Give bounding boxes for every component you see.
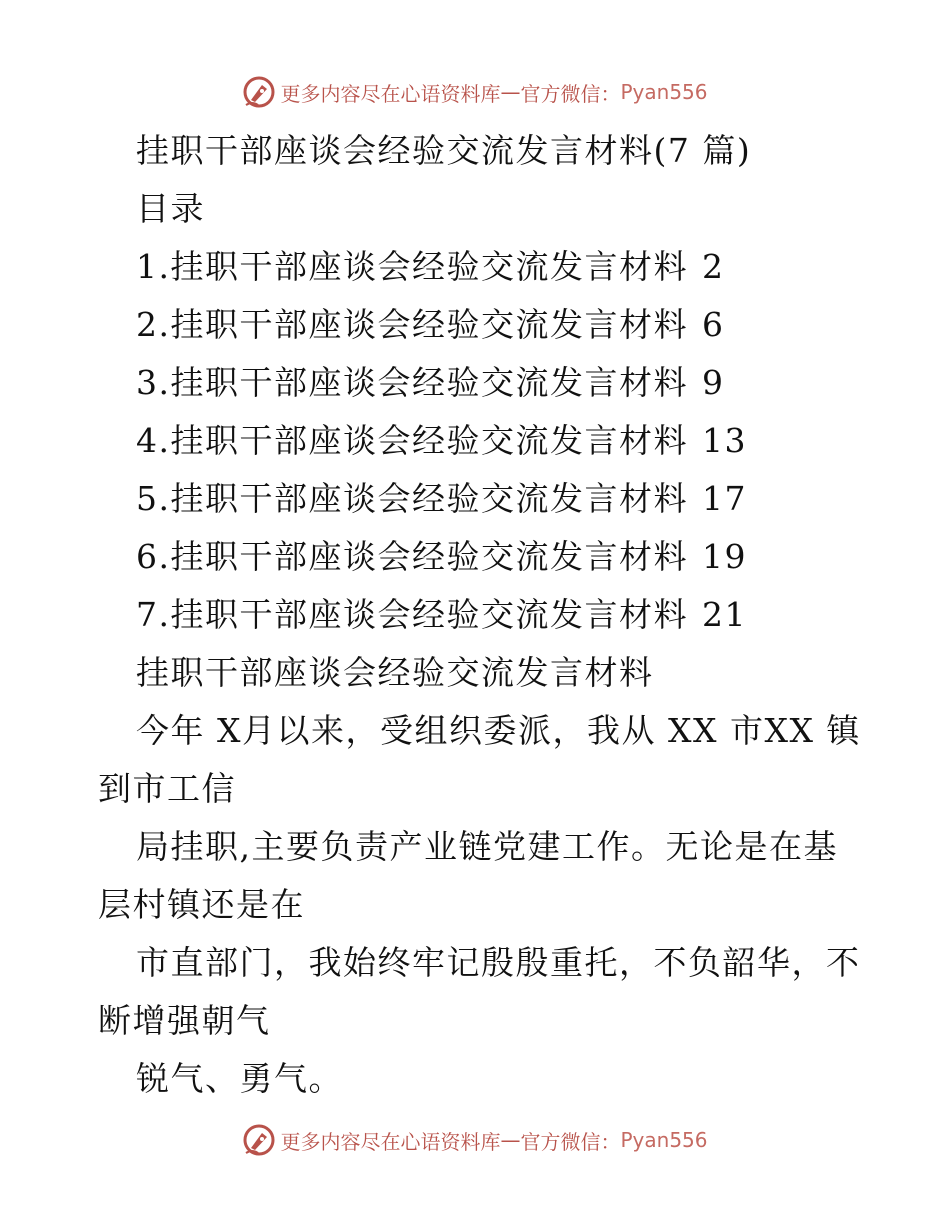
body-line: 今年 X月以来，受组织委派，我从 XX 市XX 镇 — [136, 711, 861, 750]
document-body — [98, 122, 861, 1108]
toc-item-number: 7. — [136, 595, 171, 634]
table-of-contents — [98, 238, 858, 644]
body-line: 市直部门，我始终牢记殷殷重托，不负韶华，不 — [136, 943, 861, 982]
toc-item-label: 挂职干部座谈会经验交流发言材料 — [170, 537, 688, 576]
body-line: 层村镇还是在 — [98, 885, 305, 924]
watermark-wechat-label: 官方微信： — [520, 1129, 621, 1154]
watermark-separator: — — [500, 1128, 521, 1152]
toc-item-label: 挂职干部座谈会经验交流发言材料 — [170, 595, 688, 634]
toc-item-number: 5. — [136, 479, 171, 518]
toc-item-label: 挂职干部座谈会经验交流发言材料 — [170, 305, 688, 344]
body-paragraph — [98, 702, 861, 1108]
pen-nib-icon — [242, 75, 276, 109]
toc-item-page: 6 — [702, 305, 725, 344]
section-heading: 挂职干部座谈会经验交流发言材料 — [136, 653, 654, 692]
watermark-text: 更多内容尽在心语资料库 — [280, 1129, 501, 1154]
watermark-footer — [0, 1120, 950, 1160]
toc-item-number: 1. — [136, 247, 171, 286]
body-line: 断增强朝气 — [98, 1001, 271, 1040]
toc-item-page: 13 — [702, 421, 747, 460]
toc-item-page: 17 — [702, 479, 747, 518]
toc-item[interactable] — [98, 412, 858, 470]
document-title: 挂职干部座谈会经验交流发言材料(7 篇) — [136, 131, 752, 170]
toc-heading: 目录 — [136, 189, 205, 228]
watermark-text: 更多内容尽在心语资料库 — [280, 81, 501, 106]
watermark-separator: — — [500, 80, 521, 104]
toc-item-label: 挂职干部座谈会经验交流发言材料 — [170, 247, 688, 286]
toc-item-page: 2 — [702, 247, 725, 286]
toc-item-page: 19 — [702, 537, 747, 576]
toc-item-label: 挂职干部座谈会经验交流发言材料 — [170, 421, 688, 460]
watermark-wechat-label: 官方微信： — [520, 81, 621, 106]
toc-item-label: 挂职干部座谈会经验交流发言材料 — [170, 479, 688, 518]
toc-item[interactable] — [98, 528, 858, 586]
toc-item-number: 3. — [136, 363, 171, 402]
toc-item[interactable] — [98, 354, 858, 412]
body-line: 局挂职,主要负责产业链党建工作。无论是在基 — [136, 827, 838, 866]
watermark-header — [0, 72, 950, 112]
toc-item[interactable] — [98, 586, 858, 644]
toc-item-number: 2. — [136, 305, 171, 344]
body-line: 到市工信 — [98, 769, 236, 808]
watermark-wechat-id: Pyan556 — [620, 1128, 708, 1152]
toc-item-number: 4. — [136, 421, 171, 460]
toc-item-page: 9 — [702, 363, 725, 402]
toc-item[interactable] — [98, 296, 858, 354]
body-line: 锐气、勇气。 — [136, 1059, 343, 1098]
toc-item-number: 6. — [136, 537, 171, 576]
toc-item-label: 挂职干部座谈会经验交流发言材料 — [170, 363, 688, 402]
toc-item-page: 21 — [702, 595, 747, 634]
toc-item[interactable] — [98, 470, 858, 528]
pen-nib-icon — [242, 1123, 276, 1157]
toc-item[interactable] — [98, 238, 858, 296]
watermark-wechat-id: Pyan556 — [620, 80, 708, 104]
